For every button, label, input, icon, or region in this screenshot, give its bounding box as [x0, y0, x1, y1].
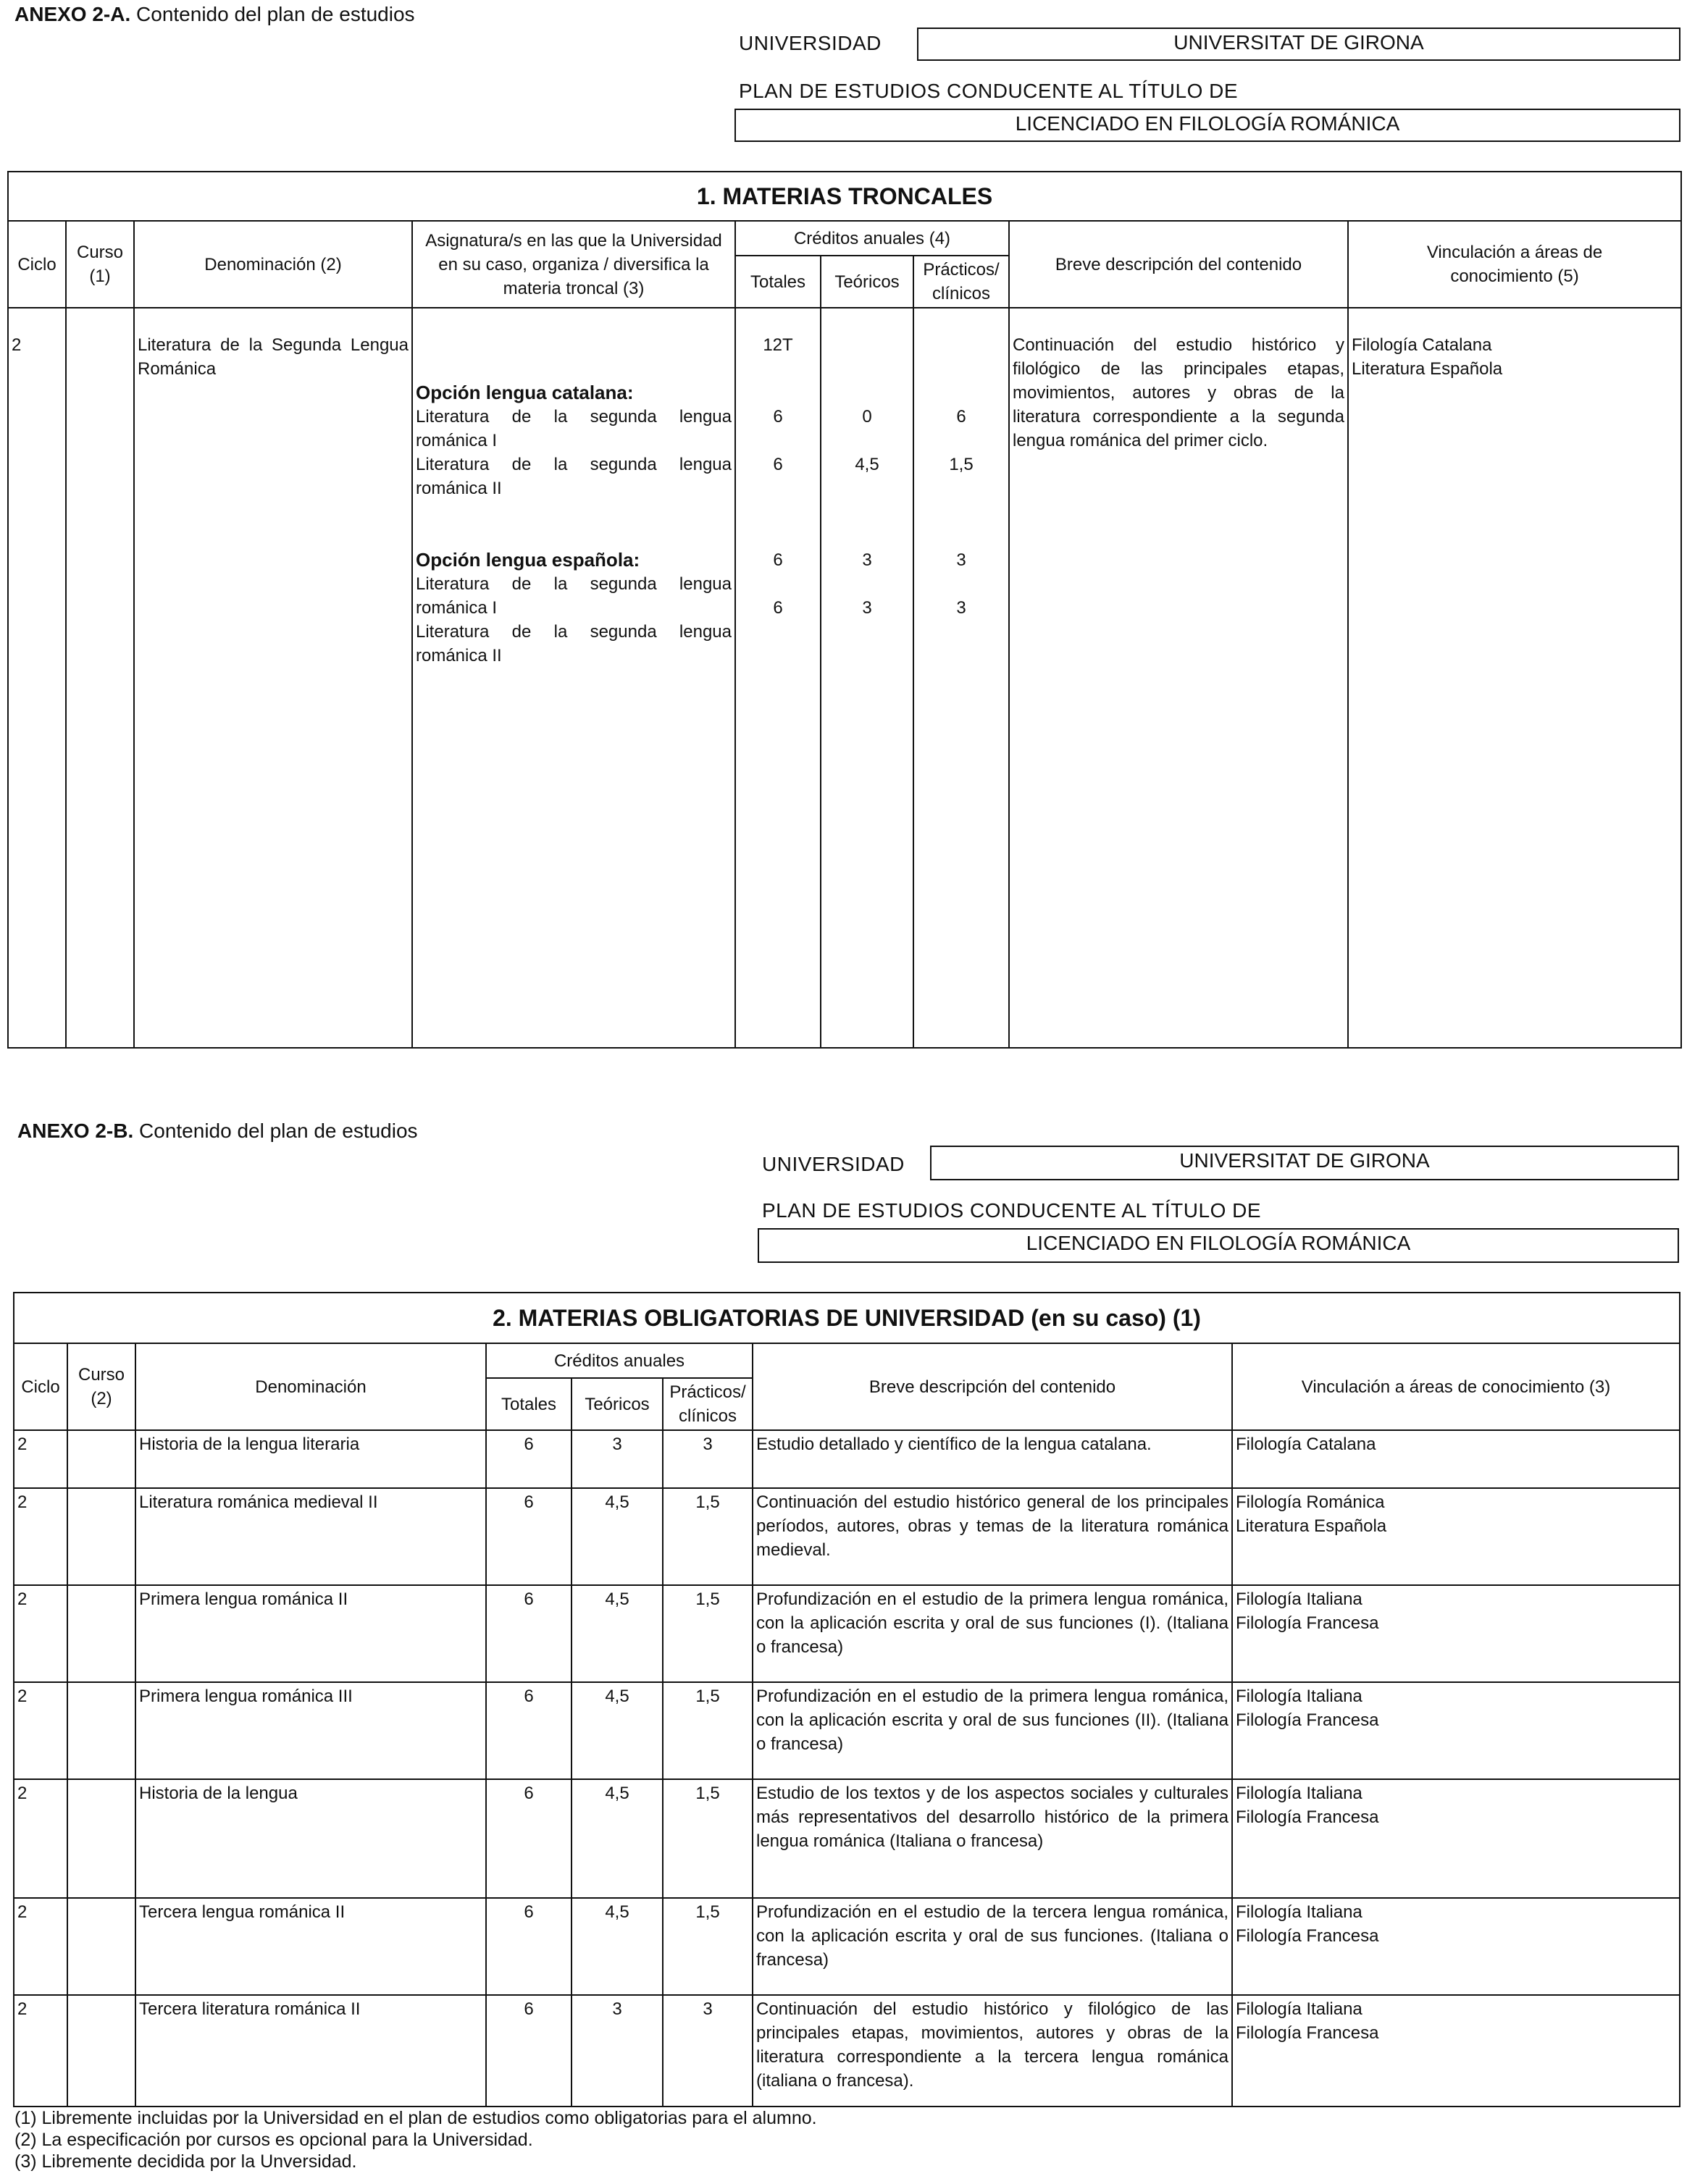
row-denominacion: Historia de la lengua	[135, 1779, 486, 1898]
row-descripcion: Profundización en el estudio de la primera lengua románica, con la aplicación escrita y oral de sus funciones (II). (Italiana o francesa)	[753, 1682, 1232, 1779]
footnote-2: (2) La especificación por cursos es opcional para la Universidad.	[14, 2130, 533, 2150]
area-1: Filología Catalana	[1236, 1435, 1376, 1454]
b-col-vinculacion: Vinculación a áreas de conocimiento (3)	[1232, 1343, 1680, 1430]
row-curso	[67, 1585, 135, 1682]
row-denominacion: Literatura románica medieval II	[135, 1488, 486, 1585]
table-row	[14, 1430, 1680, 1488]
row-practicos	[913, 308, 1009, 1048]
row-ciclo: 2	[14, 1995, 67, 2107]
col-practicos: Prácticos/ clínicos	[913, 256, 1009, 308]
cat-2-teo: 4,5	[855, 455, 879, 474]
row-curso	[67, 1779, 135, 1898]
anexo-a-title	[14, 3, 415, 26]
row-denominacion: Tercera literatura románica II	[135, 1995, 486, 2107]
row-totales: 6	[486, 1585, 572, 1682]
b-col-descripcion: Breve descripción del contenido	[753, 1343, 1232, 1430]
col-ciclo: Ciclo	[8, 221, 66, 308]
row-practicos: 1,5	[663, 1779, 753, 1898]
row-ciclo: 2	[14, 1898, 67, 1995]
opcion-espanola-label: Opción lengua española:	[416, 549, 640, 571]
table-row	[14, 1682, 1680, 1779]
esp-2-teo: 3	[862, 598, 872, 618]
cat-2-pra: 1,5	[949, 455, 974, 474]
row-practicos: 1,5	[663, 1682, 753, 1779]
row-totales: 6	[486, 1779, 572, 1898]
row-ciclo: 2	[14, 1779, 67, 1898]
area-1: Filología Italiana	[1236, 1687, 1362, 1706]
obligatorias-caption: 2. MATERIAS OBLIGATORIAS DE UNIVERSIDAD (en su caso) (1)	[14, 1293, 1680, 1343]
b-col-teoricos: Teóricos	[572, 1378, 663, 1430]
col-denominacion: Denominación (2)	[134, 221, 412, 308]
col-curso: Curso (1)	[66, 221, 134, 308]
row-descripcion: Estudio de los textos y de los aspectos sociales y culturales más representativos del desarrollo histórico de la primera lengua románica (Italiana o francesa)	[753, 1779, 1232, 1898]
row-practicos: 1,5	[663, 1488, 753, 1585]
row-curso	[66, 308, 134, 1048]
row-descripcion: Continuación del estudio histórico y filológico de las principales etapas, movimientos, autores y obras de la literatura correspondiente a la segunda lengua románica del primer ciclo.	[1009, 308, 1348, 1048]
area-1: Filología Italiana	[1236, 1999, 1362, 2019]
row-denominacion: Tercera lengua románica II	[135, 1898, 486, 1995]
row-teoricos: 3	[572, 1995, 663, 2107]
row-ciclo: 2	[14, 1430, 67, 1488]
area-2: Filología Francesa	[1236, 1807, 1379, 1827]
row-curso	[67, 1898, 135, 1995]
row-areas	[1232, 1430, 1680, 1488]
row-areas	[1232, 1488, 1680, 1585]
table-row	[14, 1779, 1680, 1898]
area-2: Literatura Española	[1352, 359, 1503, 379]
footnote-3: (3) Libremente decidida por la Unversidad.	[14, 2151, 357, 2172]
row-ciclo: 2	[14, 1585, 67, 1682]
anexo-a-title-bold: ANEXO 2-A.	[14, 3, 131, 25]
row-descripcion: Continuación del estudio histórico general de los principales períodos, autores, obras y temas de la literatura románica medieval.	[753, 1488, 1232, 1585]
row-teoricos: 3	[572, 1430, 663, 1488]
obligatorias-body	[14, 1430, 1680, 2107]
b-col-practicos: Prácticos/ clínicos	[663, 1378, 753, 1430]
anexo-b-plan-label: PLAN DE ESTUDIOS CONDUCENTE AL TÍTULO DE	[762, 1199, 1262, 1222]
esp-1-pra: 3	[956, 550, 966, 570]
row-curso	[67, 1995, 135, 2107]
row-areas	[1232, 1585, 1680, 1682]
footnote-1: (1) Libremente incluidas por la Universidad en el plan de estudios como obligatorias para el alumno.	[14, 2108, 817, 2128]
row-areas	[1232, 1898, 1680, 1995]
row-teoricos: 4,5	[572, 1898, 663, 1995]
col-asignaturas: Asignatura/s en las que la Universidad en su caso, organiza / diversifica la materia troncal (3)	[412, 221, 735, 308]
row-curso	[67, 1488, 135, 1585]
row-practicos: 1,5	[663, 1898, 753, 1995]
row-denominacion: Primera lengua románica II	[135, 1585, 486, 1682]
row-practicos: 3	[663, 1995, 753, 2107]
esp-2-pra: 3	[956, 598, 966, 618]
anexo-b-title	[17, 1120, 418, 1143]
troncales-caption: 1. MATERIAS TRONCALES	[8, 172, 1681, 221]
subject-esp-2: Literatura de la segunda lengua románica II	[416, 622, 732, 665]
row-totales: 6	[486, 1682, 572, 1779]
row-areas	[1232, 1995, 1680, 2107]
row-totales: 6	[486, 1898, 572, 1995]
row-descripcion: Estudio detallado y científico de la lengua catalana.	[753, 1430, 1232, 1488]
anexo-b-title-rest: Contenido del plan de estudios	[133, 1120, 418, 1142]
table-row	[14, 1488, 1680, 1585]
b-col-curso: Curso (2)	[67, 1343, 135, 1430]
b-col-denominacion: Denominación	[135, 1343, 486, 1430]
row-teoricos: 4,5	[572, 1488, 663, 1585]
col-totales: Totales	[735, 256, 821, 308]
row-denominacion: Primera lengua románica III	[135, 1682, 486, 1779]
table-row	[14, 1898, 1680, 1995]
anexo-a-universidad-label: UNIVERSIDAD	[739, 32, 882, 54]
row-teoricos: 4,5	[572, 1682, 663, 1779]
table-row	[14, 1995, 1680, 2107]
cat-1-pra: 6	[956, 407, 966, 427]
col-teoricos: Teóricos	[821, 256, 913, 308]
col-descripcion: Breve descripción del contenido	[1009, 221, 1348, 308]
row-areas	[1232, 1779, 1680, 1898]
row-asignaturas	[412, 308, 735, 1048]
row-teoricos: 4,5	[572, 1585, 663, 1682]
table-row	[14, 1585, 1680, 1682]
esp-1-teo: 3	[862, 550, 872, 570]
row-totales: 6	[486, 1488, 572, 1585]
row-curso	[67, 1682, 135, 1779]
area-2: Literatura Española	[1236, 1516, 1387, 1536]
row-areas	[1348, 308, 1681, 1048]
materias-obligatorias-table	[13, 1292, 1680, 2107]
row-teoricos	[821, 308, 913, 1048]
row-areas	[1232, 1682, 1680, 1779]
area-2: Filología Francesa	[1236, 2023, 1379, 2043]
anexo-a-plan-value: LICENCIADO EN FILOLOGÍA ROMÁNICA	[734, 109, 1680, 142]
row-totales: 6	[486, 1430, 572, 1488]
subject-cat-1: Literatura de la segunda lengua románica I	[416, 407, 732, 450]
anexo-b-universidad-label: UNIVERSIDAD	[762, 1153, 905, 1175]
anexo-b-plan-value: LICENCIADO EN FILOLOGÍA ROMÁNICA	[758, 1228, 1679, 1263]
row-practicos: 1,5	[663, 1585, 753, 1682]
col-vinculacion: Vinculación a áreas de conocimiento (5)	[1348, 221, 1681, 308]
anexo-a-plan-label: PLAN DE ESTUDIOS CONDUCENTE AL TÍTULO DE	[739, 80, 1239, 102]
row-practicos: 3	[663, 1430, 753, 1488]
anexo-a-title-rest: Contenido del plan de estudios	[130, 3, 415, 25]
row-descripcion: Profundización en el estudio de la primera lengua románica, con la aplicación escrita y oral de sus funciones (I). (Italiana o francesa)	[753, 1585, 1232, 1682]
area-1: Filología Italiana	[1236, 1902, 1362, 1922]
anexo-b-title-bold: ANEXO 2-B.	[17, 1120, 134, 1142]
area-2: Filología Francesa	[1236, 1613, 1379, 1633]
row-totales	[735, 308, 821, 1048]
area-2: Filología Francesa	[1236, 1926, 1379, 1946]
area-1: Filología Italiana	[1236, 1589, 1362, 1609]
row-teoricos: 4,5	[572, 1779, 663, 1898]
cat-1-tot: 6	[773, 407, 783, 427]
esp-1-tot: 6	[773, 550, 783, 570]
row-denominacion: Literatura de la Segunda Lengua Románica	[134, 308, 412, 1048]
area-1: Filología Catalana	[1352, 335, 1492, 355]
subject-cat-2: Literatura de la segunda lengua románica II	[416, 455, 732, 498]
b-col-creditos: Créditos anuales	[486, 1343, 753, 1378]
row-descripcion: Profundización en el estudio de la tercera lengua románica, con la aplicación escrita y oral de sus funciones. (Italiana o francesa)	[753, 1898, 1232, 1995]
area-2: Filología Francesa	[1236, 1710, 1379, 1730]
cat-1-teo: 0	[862, 407, 872, 427]
row-curso	[67, 1430, 135, 1488]
cat-2-tot: 6	[773, 455, 783, 474]
row-ciclo: 2	[8, 308, 66, 1048]
row-ciclo: 2	[14, 1488, 67, 1585]
troncales-row	[8, 308, 1681, 1048]
row-ciclo: 2	[14, 1682, 67, 1779]
row-totales: 6	[486, 1995, 572, 2107]
col-creditos: Créditos anuales (4)	[735, 221, 1009, 256]
b-col-ciclo: Ciclo	[14, 1343, 67, 1430]
row-denominacion: Historia de la lengua literaria	[135, 1430, 486, 1488]
totales-12t: 12T	[763, 335, 793, 355]
area-1: Filología Italiana	[1236, 1784, 1362, 1803]
subject-esp-1: Literatura de la segunda lengua románica I	[416, 574, 732, 618]
area-1: Filología Románica	[1236, 1492, 1385, 1512]
materias-troncales-table	[7, 171, 1682, 1049]
opcion-catalana-label: Opción lengua catalana:	[416, 382, 634, 403]
row-descripcion: Continuación del estudio histórico y filológico de las principales etapas, movimientos, autores y obras de la literatura correspondiente a la tercera lengua románica (italiana o francesa).	[753, 1995, 1232, 2107]
anexo-b-universidad-value: UNIVERSITAT DE GIRONA	[930, 1146, 1679, 1180]
b-col-totales: Totales	[486, 1378, 572, 1430]
anexo-a-universidad-value: UNIVERSITAT DE GIRONA	[917, 28, 1680, 61]
esp-2-tot: 6	[773, 598, 783, 618]
